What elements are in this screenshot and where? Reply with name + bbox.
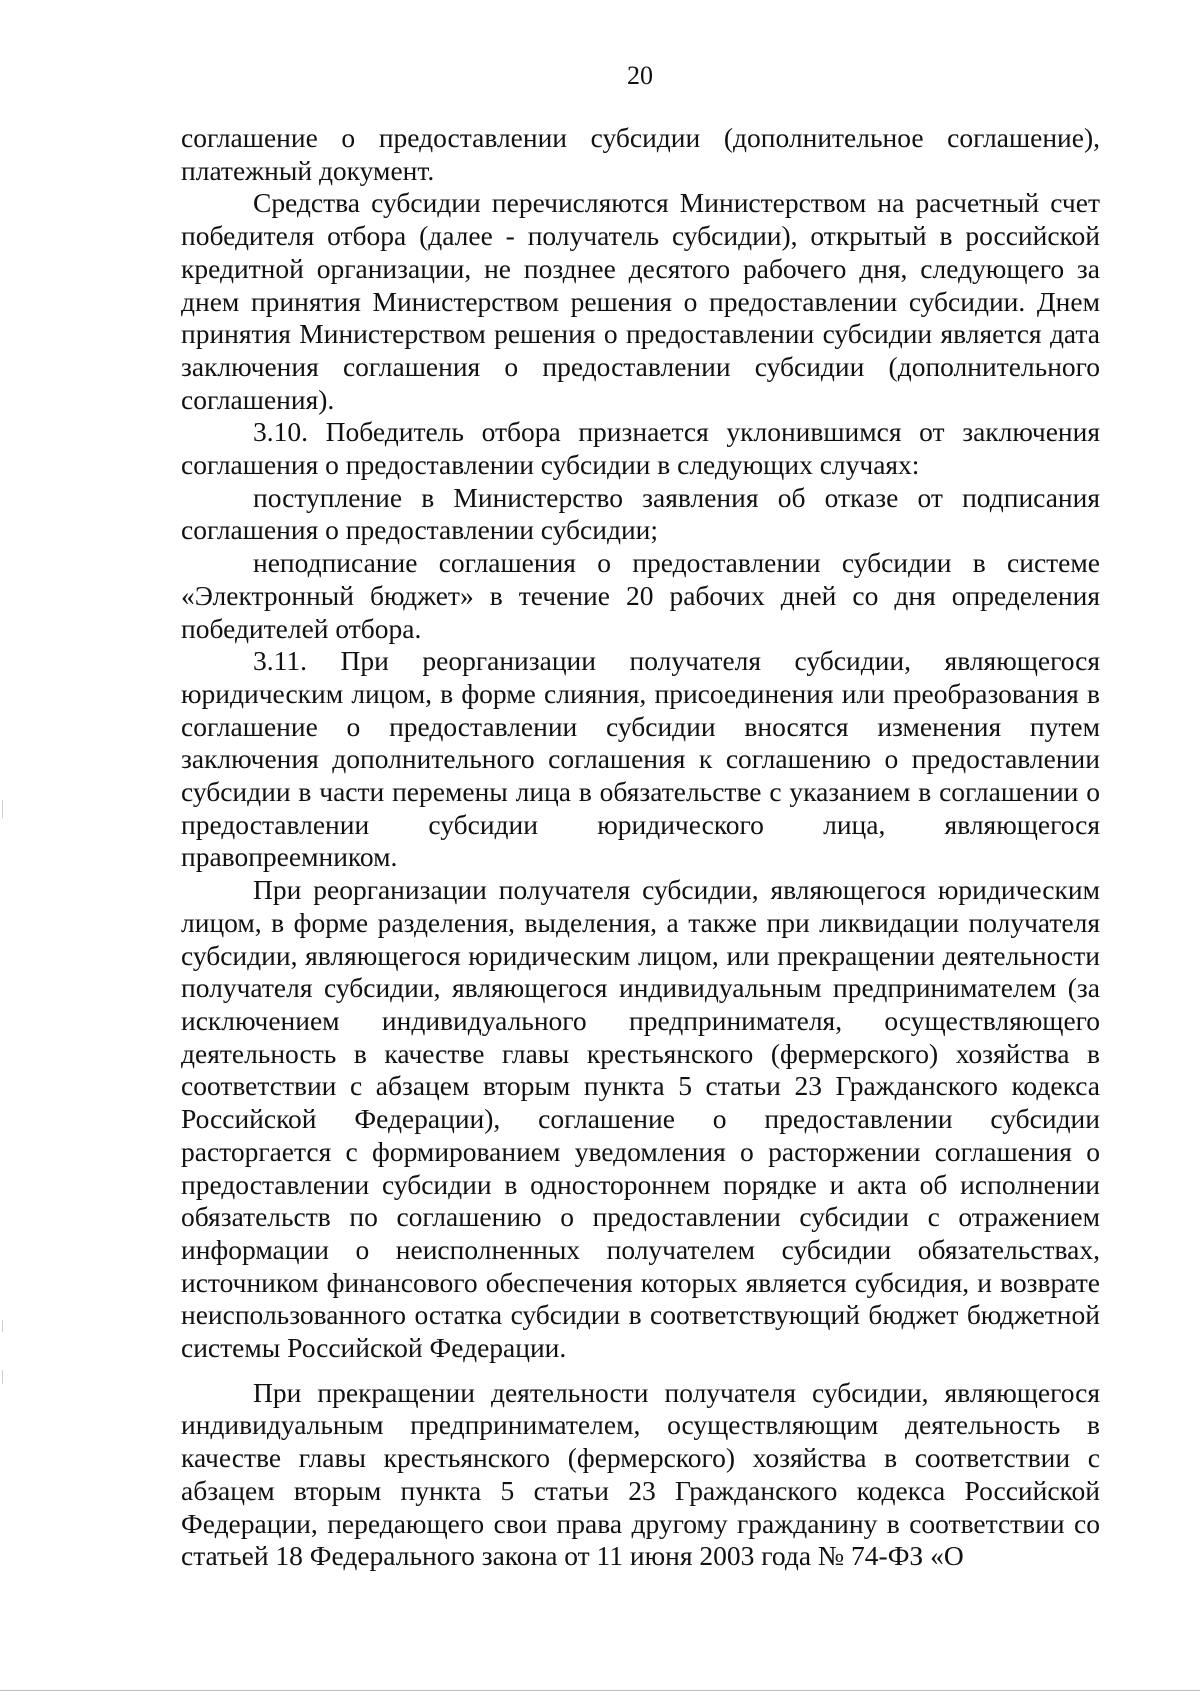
paragraph-6: 3.11. При реорганизации получателя субсидии, являющегося юридическим лицом, в форме слияния, присоединения или преобразования в соглашение о предоставлении субсидии вносятся изменения путем заключения дополнительного соглашения к соглашению о предоставлении субсидии в части перемены лица в обязательстве с указанием в соглашении о предоставлении субсидии юридического лица, являющегося правопреемником.: [181, 645, 1100, 873]
scan-artifact: [2, 1320, 3, 1332]
scan-artifact: [2, 800, 3, 818]
page-bottom-edge: [0, 1690, 1200, 1691]
paragraph-1: соглашение о предоставлении субсидии (дополнительное соглашение), платежный документ.: [181, 122, 1100, 186]
paragraph-7: При реорганизации получателя субсидии, являющегося юридическим лицом, в форме разделения, выделения, а также при ликвидации получателя субсидии, являющегося юридическим лицом, или прекращении деятельности получателя субсидии, являющегося индивидуальным предпринимателем (за исключением индивидуального предпринимателя, осуществляющего деятельность в качестве главы крестьянского (фермерского) хозяйства в соответствии с абзацем вторым пункта 5 статьи 23 Гражданского кодекса Российской Федерации), соглашение о предоставлении субсидии расторгается с формированием уведомления о расторжении соглашения о предоставлении субсидии в одностороннем порядке и акта об исполнении обязательств по соглашению о предоставлении субсидии с отражением информации о неисполненных получателем субсидии обязательствах, источником финансового обеспечения которых является субсидия, и возврате неиспользованного остатка субсидии в соответствующий бюджет бюджетной системы Российской Федерации.: [181, 874, 1100, 1364]
document-body: [181, 122, 1100, 1573]
paragraph-4: поступление в Министерство заявления об отказе от подписания соглашения о предоставлении субсидии;: [181, 481, 1100, 546]
paragraph-5: неподписание соглашения о предоставлении субсидии в системе «Электронный бюджет» в течение 20 рабочих дней со дня определения победителей отбора.: [181, 547, 1100, 644]
paragraph-2: Средства субсидии перечисляются Министерством на расчетный счет победителя отбора (далее - получатель субсидии), открытый в российской кредитной организации, не позднее десятого рабочего дня, следующего за днем принятия Министерством решения о предоставлении субсидии. Днем принятия Министерством решения о предоставлении субсидии является дата заключения соглашения о предоставлении субсидии (дополнительного соглашения).: [181, 187, 1100, 415]
scan-artifact: [2, 1370, 3, 1384]
paragraph-3: 3.10. Победитель отбора признается уклонившимся от заключения соглашения о предоставлении субсидии в следующих случаях:: [181, 416, 1100, 481]
page-number: 20: [627, 61, 653, 90]
paragraph-8: При прекращении деятельности получателя субсидии, являющегося индивидуальным предпринимателем, осуществляющим деятельность в качестве главы крестьянского (фермерского) хозяйства в соответствии с абзацем вторым пункта 5 статьи 23 Гражданского кодекса Российской Федерации, передающего свои права другому гражданину в соответствии со статьей 18 Федерального закона от 11 июня 2003 года № 74-ФЗ «О: [181, 1376, 1100, 1572]
